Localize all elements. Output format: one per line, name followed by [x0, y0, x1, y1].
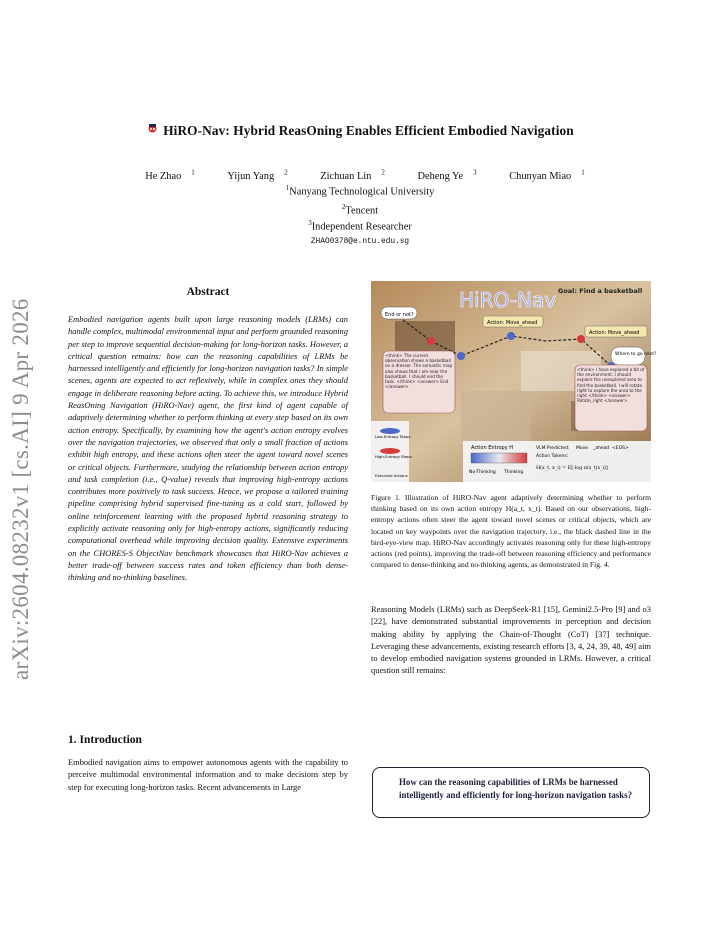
entropy-gradient-bar [471, 453, 527, 463]
right-column-text: Reasoning Models (LRMs) such as DeepSeek-R1 [15], Gemini2.5-Pro [9] and o3 [22], have demonstrated substantial improvements in perception and decision making ability by applying the Chain-of-Thought (CoT) [37] technique. Leveraging these advancements, existing research efforts [3, 4, 24, 39, 48, 49] aim to develop embodied navigation systems grounded in LRMs. However, a critical question still remains: [371, 604, 651, 676]
paper-title [0, 122, 720, 139]
introduction-text: Embodied navigation aims to empower autonomous agents with the capability to perceive multimodal environmental information and to make decisions step by step for executing long-horizon tasks. Recent advancements in Large [68, 757, 348, 792]
robot-logo-icon [146, 122, 159, 139]
thinking-label: Thinking [504, 470, 524, 475]
token-0: Move [576, 446, 589, 451]
author: Deheng Ye $^3$ [417, 169, 477, 183]
affiliation: $^2$Tencent [341, 203, 379, 217]
abstract-heading: Abstract [186, 286, 230, 298]
author-email[interactable]: ZHAO0378@e.ntu.edu.sg [310, 238, 410, 246]
waypoint-low [457, 352, 465, 360]
research-question-text: How can the reasoning capabilities of LRMs be harnessed intelligently and efficiently for long-horizon navigation tasks? [399, 777, 633, 800]
token-2: <EOS> [612, 446, 629, 451]
action-box: Action: Move_ahead [487, 320, 538, 326]
legend-low: Low-Entropy Steps [375, 434, 411, 439]
action-tokens: Action Tokens: [536, 454, 569, 459]
arxiv-stamp: arXiv:2604.08232v1 [cs.AI] 9 Apr 2026 [8, 298, 33, 680]
legend-high: High-Entropy Steps [375, 454, 412, 459]
token-1: _ahead [593, 446, 610, 451]
entropy-formula: H(x_t, x_i) = E[-log π(x_t|x_i)] [536, 466, 608, 471]
waypoint-high [427, 337, 435, 345]
abstract-text: Embodied navigation agents built upon large reasoning models (LRMs) can handle complex, multimodal environmental input and perform grounded reasoning per step to improve sequential decision-making for long-horizon tasks. However, a critical question remains: how can the reasoning capabilities of LRMs be harnessed intelligently and efficiently for long-horizon navigation tasks? In simple scenes, agents are expected to act reflexively, while in complex ones they should engage in deliberate reasoning before acting. To achieve this, we introduce Hybrid ReasOning Navigation (HiRO-Nav) agent, the first kind of agent capable of adaptively determining whether to perform thinking at every step based on its own action entropy. Specifically, by examining how the agent's action entropy evolves over the navigation trajectories, we observed that only a small fraction of actions exhibit high entropy, and these actions often steer the agent toward novel scenes or critical objects. Furthermore, studying the relationship between action entropy and task completion (i.e., Q-value) reveals that improving high-entropy actions contributes more positively to task success. Hence, we propose a tailored training pipeline comprising hybrid supervised fine-tuning as a cold start, followed by online reinforcement learning with the proposed hybrid reasoning strategy to explicitly activate reasoning only for high-entropy actions, significantly reducing computational overhead while improving decision quality. Extensive experiments on the CHORES-S ObjectNav benchmark showcases that HiRO-Nav achieves a better trade-off between success rates and token efficiency than both dense-thinking and no-thinking baselines. [68, 314, 348, 583]
bubble-where: Where to go next? [615, 352, 657, 357]
entropy-label: Action Entropy H [471, 445, 514, 451]
bubble-end: End or not? [385, 312, 414, 318]
action-box: Action: Move_ahead [589, 330, 640, 336]
paper-title-text: HiRO-Nav: Hybrid ReasOning Enables Efficient Embodied Navigation [163, 123, 574, 138]
author: Zichuan Lin $^2$ [320, 169, 385, 183]
figure-caption: Figure 1. Illustration of HiRO-Nav agent adaptively determining whether to perform thinking based on its own action entropy H(a_t, x_t). Based on our observations, high-entropy actions often steer the agent toward novel scenes or critical objects, which are located on key waypoints over the navigation trajectory, i.e., the black dashed line in the bird-eye-view map. HiRO-Nav accordingly activates reasoning only for these high-entropy actions (red points), improving the trade-off between reasoning efficiency and performance compared to dense-thinking and no-thinking agents, as demonstrated in Fig. 4. [371, 493, 651, 570]
waypoint-low [507, 332, 515, 340]
author: Chunyan Miao $^1$ [509, 169, 585, 183]
author: Yijun Yang $^2$ [227, 169, 288, 183]
research-question-box [372, 767, 650, 818]
waypoint-high [577, 335, 585, 343]
vlm-predicted: VLM Predicted: [536, 446, 570, 451]
affiliation: $^1$Nanyang Technological University [285, 184, 435, 198]
section-heading-introduction: 1. Introduction [68, 734, 142, 746]
no-thinking-label: No-Thinking [469, 470, 496, 475]
author-list [0, 169, 720, 182]
figure-banner: HiRO-Nav [459, 288, 557, 312]
think-text-right: <think> I have explored a bit of the environment. I should explore the unexplored area to find the basketball. I will rotate right to explore the area to the right </think> <answer> Rotate_right </answer> [577, 367, 645, 404]
think-text-left: <think> The current observation shows a basketball on a dresser. The semantic map also shows that i am near the basketball. I should end the task. </think> <answer> End </answer> [385, 353, 453, 390]
legend-exec: Executed Actions [375, 473, 408, 478]
figure-goal: Goal: Find a basketball [558, 287, 643, 295]
figure-1 [371, 281, 657, 482]
author: He Zhao $^1$ [145, 169, 195, 183]
affiliation: $^3$Independent Researcher [308, 219, 412, 233]
